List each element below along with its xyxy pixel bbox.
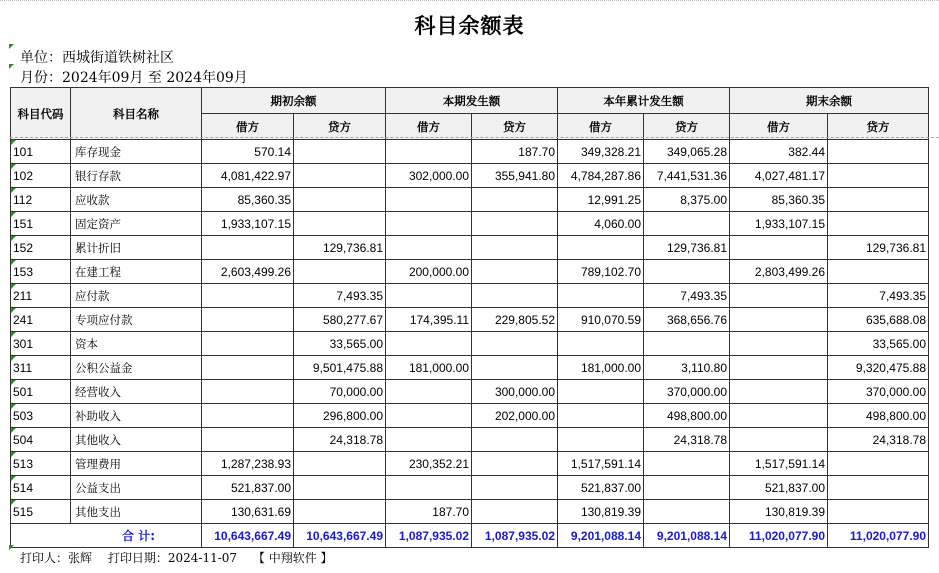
account-code-cell [11, 212, 71, 236]
account-code-cell [11, 500, 71, 524]
software-label: 【 中翔软件 】 [252, 551, 333, 565]
year-credit [644, 476, 730, 500]
year-debit: 4,784,287.86 [558, 164, 644, 188]
closing-credit [828, 164, 929, 188]
table-row[interactable] [11, 308, 929, 332]
opening-credit: 129,736.81 [294, 236, 386, 260]
row-marker-icon [11, 284, 16, 289]
year-debit: 789,102.70 [558, 260, 644, 284]
table-row[interactable] [11, 164, 929, 188]
year-credit: 7,493.35 [644, 284, 730, 308]
year-credit [644, 332, 730, 356]
opening-debit [202, 404, 294, 428]
opening-credit [294, 476, 386, 500]
account-code: 102 [13, 168, 34, 183]
period-credit [472, 356, 558, 380]
closing-credit: 7,493.35 [828, 284, 929, 308]
closing-debit [730, 404, 828, 428]
balance-table [10, 87, 929, 548]
year-credit: 370,000.00 [644, 380, 730, 404]
year-debit: 521,837.00 [558, 476, 644, 500]
total-label: 合 计: [11, 524, 202, 548]
account-code-cell [11, 428, 71, 452]
account-code-cell [11, 140, 71, 164]
period-debit [386, 428, 472, 452]
header-credit: 贷方 [828, 114, 929, 140]
year-credit: 24,318.78 [644, 428, 730, 452]
report-title: 科目余额表 [414, 14, 525, 38]
account-name: 公益支出 [71, 476, 202, 500]
closing-credit [828, 260, 929, 284]
table-row[interactable] [11, 260, 929, 284]
opening-debit: 570.14 [202, 140, 294, 164]
year-credit: 498,800.00 [644, 404, 730, 428]
table-row[interactable] [11, 332, 929, 356]
account-name: 应收款 [71, 188, 202, 212]
account-code-cell [11, 284, 71, 308]
row-marker-icon [11, 476, 16, 481]
printer-label: 打印人：张辉 [20, 551, 93, 565]
closing-debit: 2,803,499.26 [730, 260, 828, 284]
year-credit [644, 500, 730, 524]
period-credit [472, 332, 558, 356]
closing-debit [730, 332, 828, 356]
header-opening-balance: 期初余额 [202, 88, 386, 114]
year-debit [558, 380, 644, 404]
row-marker-icon [11, 380, 16, 385]
account-code-cell [11, 380, 71, 404]
row-marker-icon [11, 428, 16, 433]
top-dotted-line [0, 0, 939, 5]
opening-credit: 580,277.67 [294, 308, 386, 332]
closing-debit [730, 284, 828, 308]
year-credit [644, 260, 730, 284]
account-name: 累计折旧 [71, 236, 202, 260]
header-code: 科目代码 [11, 88, 71, 140]
header-credit: 贷方 [294, 114, 386, 140]
account-code: 515 [13, 504, 34, 519]
year-debit [558, 284, 644, 308]
closing-credit: 129,736.81 [828, 236, 929, 260]
period-credit [472, 212, 558, 236]
closing-debit [730, 356, 828, 380]
table-row[interactable] [11, 188, 929, 212]
opening-credit: 33,565.00 [294, 332, 386, 356]
opening-debit: 1,933,107.15 [202, 212, 294, 236]
account-name: 银行存款 [71, 164, 202, 188]
table-row[interactable] [11, 284, 929, 308]
period-credit [472, 236, 558, 260]
total-year-debit: 9,201,088.14 [558, 524, 644, 548]
account-code: 152 [13, 240, 34, 255]
total-closing-credit: 11,020,077.90 [828, 524, 929, 548]
period-debit [386, 140, 472, 164]
selection-guide-line [10, 137, 939, 138]
opening-credit [294, 452, 386, 476]
closing-credit: 33,565.00 [828, 332, 929, 356]
account-name: 其他支出 [71, 500, 202, 524]
year-debit: 181,000.00 [558, 356, 644, 380]
closing-credit [828, 500, 929, 524]
opening-debit: 1,287,238.93 [202, 452, 294, 476]
opening-debit: 85,360.35 [202, 188, 294, 212]
account-code-cell [11, 260, 71, 284]
year-credit: 3,110.80 [644, 356, 730, 380]
header-debit: 借方 [386, 114, 472, 140]
row-marker-icon [11, 260, 16, 265]
account-code: 513 [13, 456, 34, 471]
closing-debit: 382.44 [730, 140, 828, 164]
opening-debit [202, 308, 294, 332]
header-year-cumulative: 本年累计发生额 [558, 88, 730, 114]
account-name: 资本 [71, 332, 202, 356]
opening-credit [294, 212, 386, 236]
account-code-cell [11, 236, 71, 260]
period-credit [472, 188, 558, 212]
opening-credit: 296,800.00 [294, 404, 386, 428]
period-debit: 200,000.00 [386, 260, 472, 284]
opening-debit [202, 356, 294, 380]
account-code-cell [11, 332, 71, 356]
account-name: 补助收入 [71, 404, 202, 428]
period-credit [472, 284, 558, 308]
opening-debit [202, 236, 294, 260]
opening-debit [202, 284, 294, 308]
closing-credit: 9,320,475.88 [828, 356, 929, 380]
account-code: 153 [13, 264, 34, 279]
period-credit: 187.70 [472, 140, 558, 164]
account-name: 应付款 [71, 284, 202, 308]
opening-credit [294, 500, 386, 524]
year-debit [558, 404, 644, 428]
period-credit: 202,000.00 [472, 404, 558, 428]
closing-credit [828, 188, 929, 212]
account-name: 经营收入 [71, 380, 202, 404]
total-period-credit: 1,087,935.02 [472, 524, 558, 548]
period-credit: 229,805.52 [472, 308, 558, 332]
header-closing-balance: 期末余额 [730, 88, 929, 114]
account-code-cell [11, 308, 71, 332]
unit-label: 单位：西城街道铁树社区 [20, 50, 174, 66]
year-debit: 910,070.59 [558, 308, 644, 332]
closing-debit: 4,027,481.17 [730, 164, 828, 188]
account-code-cell [11, 476, 71, 500]
header-debit: 借方 [558, 114, 644, 140]
period-credit: 300,000.00 [472, 380, 558, 404]
row-marker-icon [9, 44, 14, 49]
opening-debit: 521,837.00 [202, 476, 294, 500]
closing-debit: 1,933,107.15 [730, 212, 828, 236]
closing-credit: 498,800.00 [828, 404, 929, 428]
opening-debit [202, 380, 294, 404]
period-credit: 355,941.80 [472, 164, 558, 188]
opening-debit: 4,081,422.97 [202, 164, 294, 188]
account-code-cell [11, 188, 71, 212]
closing-debit [730, 236, 828, 260]
closing-debit [730, 380, 828, 404]
row-marker-icon [9, 545, 14, 550]
row-marker-icon [11, 164, 16, 169]
opening-debit: 130,631.69 [202, 500, 294, 524]
year-credit [644, 212, 730, 236]
opening-credit: 70,000.00 [294, 380, 386, 404]
period-credit [472, 500, 558, 524]
period-debit: 302,000.00 [386, 164, 472, 188]
header-credit: 贷方 [472, 114, 558, 140]
header-period-amount: 本期发生额 [386, 88, 558, 114]
print-date-label: 打印日期：2024-11-07 [107, 551, 238, 565]
account-name: 专项应付款 [71, 308, 202, 332]
year-credit [644, 452, 730, 476]
year-debit [558, 236, 644, 260]
table-row[interactable] [11, 380, 929, 404]
row-marker-icon [11, 404, 16, 409]
account-name: 在建工程 [71, 260, 202, 284]
month-label: 月份：2024年09月 至 2024年09月 [20, 70, 248, 86]
period-credit [472, 260, 558, 284]
table-row[interactable] [11, 428, 929, 452]
closing-debit [730, 308, 828, 332]
table-row[interactable] [11, 404, 929, 428]
header-name: 科目名称 [71, 88, 202, 140]
row-marker-icon [11, 356, 16, 361]
year-debit: 12,991.25 [558, 188, 644, 212]
year-debit: 1,517,591.14 [558, 452, 644, 476]
year-debit [558, 332, 644, 356]
period-debit [386, 380, 472, 404]
account-code-cell [11, 356, 71, 380]
total-closing-debit: 11,020,077.90 [730, 524, 828, 548]
closing-credit: 370,000.00 [828, 380, 929, 404]
account-code-cell [11, 452, 71, 476]
period-debit: 187.70 [386, 500, 472, 524]
account-code: 101 [13, 144, 34, 159]
total-year-credit: 9,201,088.14 [644, 524, 730, 548]
opening-credit: 9,501,475.88 [294, 356, 386, 380]
period-debit: 174,395.11 [386, 308, 472, 332]
closing-credit: 635,688.08 [828, 308, 929, 332]
table-row[interactable] [11, 500, 929, 524]
year-debit: 130,819.39 [558, 500, 644, 524]
opening-debit: 2,603,499.26 [202, 260, 294, 284]
year-credit: 8,375.00 [644, 188, 730, 212]
account-name: 其他收入 [71, 428, 202, 452]
closing-credit [828, 212, 929, 236]
total-row [11, 524, 929, 548]
table-row[interactable] [11, 140, 929, 164]
row-marker-icon [9, 64, 14, 69]
report-footer [20, 549, 345, 566]
row-marker-icon [11, 188, 16, 193]
table-row[interactable] [11, 212, 929, 236]
closing-debit [730, 428, 828, 452]
account-code: 501 [13, 384, 34, 399]
account-code: 503 [13, 408, 34, 423]
account-code: 504 [13, 432, 34, 447]
row-marker-icon [11, 236, 16, 241]
opening-debit [202, 428, 294, 452]
opening-credit [294, 164, 386, 188]
account-code: 301 [13, 336, 34, 351]
row-marker-icon [11, 332, 16, 337]
account-code-cell [11, 164, 71, 188]
account-name: 库存现金 [71, 140, 202, 164]
row-marker-icon [11, 452, 16, 457]
period-debit [386, 284, 472, 308]
table-row[interactable] [11, 236, 929, 260]
account-code: 311 [13, 360, 33, 375]
opening-credit: 24,318.78 [294, 428, 386, 452]
table-row[interactable] [11, 452, 929, 476]
closing-credit [828, 452, 929, 476]
year-debit: 349,328.21 [558, 140, 644, 164]
row-marker-icon [11, 500, 16, 505]
row-marker-icon [11, 212, 16, 217]
account-code: 241 [13, 312, 34, 327]
account-code: 112 [13, 192, 33, 207]
opening-credit [294, 140, 386, 164]
closing-credit [828, 476, 929, 500]
year-credit: 7,441,531.36 [644, 164, 730, 188]
account-name: 管理费用 [71, 452, 202, 476]
period-debit [386, 188, 472, 212]
table-row[interactable] [11, 476, 929, 500]
period-credit [472, 452, 558, 476]
total-opening-debit: 10,643,667.49 [202, 524, 294, 548]
account-code: 211 [13, 288, 33, 303]
period-credit [472, 428, 558, 452]
account-name: 公积公益金 [71, 356, 202, 380]
year-debit [558, 428, 644, 452]
year-credit: 129,736.81 [644, 236, 730, 260]
closing-debit: 130,819.39 [730, 500, 828, 524]
period-debit [386, 476, 472, 500]
period-debit [386, 404, 472, 428]
period-credit [472, 476, 558, 500]
year-credit: 368,656.76 [644, 308, 730, 332]
total-period-debit: 1,087,935.02 [386, 524, 472, 548]
opening-debit [202, 332, 294, 356]
closing-debit: 1,517,591.14 [730, 452, 828, 476]
row-marker-icon [11, 140, 16, 145]
table-row[interactable] [11, 356, 929, 380]
account-name: 固定资产 [71, 212, 202, 236]
header-credit: 贷方 [644, 114, 730, 140]
opening-credit [294, 188, 386, 212]
year-debit: 4,060.00 [558, 212, 644, 236]
year-credit: 349,065.28 [644, 140, 730, 164]
header-debit: 借方 [730, 114, 828, 140]
account-code: 514 [13, 480, 34, 495]
period-debit [386, 236, 472, 260]
account-code: 151 [13, 216, 34, 231]
period-debit [386, 332, 472, 356]
opening-credit [294, 260, 386, 284]
closing-credit: 24,318.78 [828, 428, 929, 452]
row-marker-icon [11, 308, 16, 313]
header-debit: 借方 [202, 114, 294, 140]
period-debit: 181,000.00 [386, 356, 472, 380]
opening-credit: 7,493.35 [294, 284, 386, 308]
period-debit [386, 212, 472, 236]
closing-debit: 521,837.00 [730, 476, 828, 500]
closing-credit [828, 140, 929, 164]
period-debit: 230,352.21 [386, 452, 472, 476]
total-opening-credit: 10,643,667.49 [294, 524, 386, 548]
closing-debit: 85,360.35 [730, 188, 828, 212]
account-code-cell [11, 404, 71, 428]
